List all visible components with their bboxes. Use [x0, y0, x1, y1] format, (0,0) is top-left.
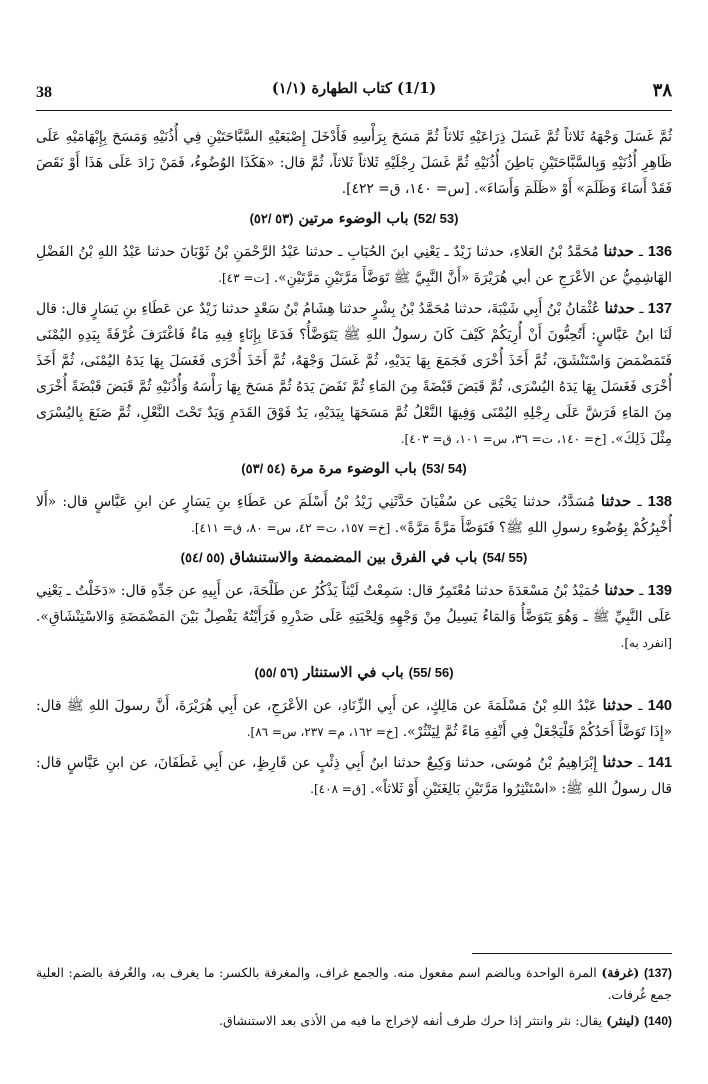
footnote-number: (140): [643, 1014, 672, 1028]
footnote-word: (غرفة): [601, 965, 640, 980]
chapter-heading: [36, 456, 672, 482]
hadith-text: عُثْمَانُ بْنُ أَبِي شَيْبَةَ، حدثنا مُحَمَّدُ بْنُ بِشْرٍ حدثنا هِشَامُ بْنُ سَعْدٍ حدثنا زَيْدٌ عن عَطَاءِ بنِ يَسَارٍ قال: قال لَنَا ابنُ عَبَّاسٍ: أَتُحِبُّونَ أَنْ أُرِيَكُمْ كَيْفَ كَانَ رسولُ اللهِ ﷺ يَتَوَضَّأُ؟ فَدَعَا بِإِنَاءٍ فِيهِ مَاءٌ فَاغْتَرَفَ غُرْفَةً بِيَدِهِ اليُمْنَى فَتَمَضْمَضَ وَاسْتَنْشَقَ، ثُمَّ أَخَذَ أُخْرَى فَجَمَعَ بِهَا يَدَيْهِ، ثُمَّ غَسَلَ وَجْهَهُ، ثُمَّ أَخَذَ أُخْرَى فَغَسَلَ بِهَا يَدَهُ اليُمْنَى، ثُمَّ أَخَذَ أُخْرَى فَغَسَلَ بِهَا يَدَهُ اليُسْرَى، ثُمَّ قَبَضَ قَبْضَةً مِنَ المَاءِ ثُمَّ نَفَضَ يَدَهُ ثُمَّ مَسَحَ بِهَا رَأْسَهُ وَأُذُنَيْهِ ثُمَّ قَبَضَ قَبْضَةً أُخْرَى مِنَ المَاءِ فَرَشَّ عَلَى رِجْلِهِ اليُمْنَى وَفِيهَا النَّعْلُ ثُمَّ مَسَحَهَا بِيَدَيْهِ، يَدٌ فَوْقَ القَدَمِ وَيَدٌ تَحْتَ النَّعْلِ، ثُمَّ صَنَعَ بِاليُسْرَى مِثْلَ ذَلِكَ».: [36, 301, 672, 447]
chapter-title: باب الوضوء مرتين: [298, 210, 409, 227]
hadith-number: 137: [647, 301, 672, 317]
hadith-reference: [خ= ١٥٧، ت= ٤٢، س= ٨٠، ق= ٤١١].: [191, 521, 391, 535]
hadith-lead: حدثنا: [602, 696, 633, 714]
chapter-title: باب في الفرق بين المضمضة والاستنشاق: [229, 549, 478, 566]
page-number-arabic: ٣٨: [652, 80, 672, 101]
chapter-heading: [36, 206, 672, 232]
hadith-reference: [ت= ٤٣].: [218, 271, 270, 285]
main-text: [36, 124, 672, 806]
hadith-paragraph: 137 ـ حدثنا عُثْمَانُ بْنُ أَبِي شَيْبَةَ، حدثنا مُحَمَّدُ بْنُ بِشْرٍ حدثنا هِشَامُ بْنُ سَعْدٍ حدثنا زَيْدٌ عن عَطَاءِ بنِ يَسَارٍ قال: قال لَنَا ابنُ عَبَّاسٍ: أَتُحِبُّونَ أَنْ أُرِيَكُمْ كَيْفَ كَانَ رسولُ اللهِ ﷺ يَتَوَضَّأُ؟ فَدَعَا بِإِنَاءٍ فِيهِ مَاءٌ فَاغْتَرَفَ غُرْفَةً بِيَدِهِ اليُمْنَى فَتَمَضْمَضَ وَاسْتَنْشَقَ، ثُمَّ أَخَذَ أُخْرَى فَجَمَعَ بِهَا يَدَيْهِ، ثُمَّ غَسَلَ وَجْهَهُ، ثُمَّ أَخَذَ أُخْرَى فَغَسَلَ بِهَا يَدَهُ اليُمْنَى، ثُمَّ أَخَذَ أُخْرَى فَغَسَلَ بِهَا يَدَهُ اليُسْرَى، ثُمَّ قَبَضَ قَبْضَةً مِنَ المَاءِ ثُمَّ نَفَضَ يَدَهُ ثُمَّ مَسَحَ بِهَا رَأْسَهُ وَأُذُنَيْهِ ثُمَّ قَبَضَ قَبْضَةً أُخْرَى مِنَ المَاءِ فَرَشَّ عَلَى رِجْلِهِ اليُمْنَى وَفِيهَا النَّعْلُ ثُمَّ مَسَحَهَا بِيَدَيْهِ، يَدٌ فَوْقَ القَدَمِ وَيَدٌ تَحْتَ النَّعْلِ، ثُمَّ صَنَعَ بِاليُسْرَى مِثْلَ ذَلِكَ». [خ= ١٤٠، ت= ٣٦، س= ١٠١، ق= ٤٠٣].: [36, 299, 672, 447]
hadith-paragraph: 138 ـ حدثنا مُسَدَّدٌ، حدثنا يَحْيَى عن سُفْيَانَ حَدَّثَنِي زَيْدُ بْنُ أَسْلَمَ عن عَطَاءِ بنِ يَسَارٍ عن ابنِ عَبَّاسٍ قال: «أَلا أُخْبِرُكُمْ بِوُضُوءِ رسولِ اللهِ ﷺ؟ فَتَوَضَّأَ مَرَّةً مَرَّةً». [خ= ١٥٧، ت= ٤٢، س= ٨٠، ق= ٤١١].: [36, 492, 672, 536]
hadith-reference: [ق= ٤٠٨].: [310, 782, 366, 796]
running-title: (1/1) كتاب الطهارة (١/١): [271, 80, 437, 97]
chapter-heading: [36, 660, 672, 686]
footnotes: [36, 962, 672, 1036]
hadith-text: عَبْدُ اللهِ بْنُ مَسْلَمَةَ عن مَالِكٍ، عن أَبِي الزِّنَادِ، عن الأعْرَجِ، عن أَبِي هُرَيْرَةَ، أَنَّ رسولَ اللهِ ﷺ قال: «إِذَا تَوَضَّأَ أَحَدُكُمْ فَلْيَجْعَلْ فِي أَنْفِهِ مَاءً ثُمَّ لِيَنْثُرْ».: [36, 698, 672, 740]
footnote-word: (لينثر): [606, 1013, 640, 1028]
hadith-reference: [خ= ١٤٠، ت= ٣٦، س= ١٠١، ق= ٤٠٣].: [400, 432, 607, 446]
hadith-text: إِبْرَاهِيمُ بْنُ مُوسَى، حدثنا وَكِيعٌ حدثنا ابنُ أَبِي ذِئْبٍ عن قَارِظٍ، عن أَبِي غَطَفَانَ، عن ابنِ عَبَّاسٍ قال: قال رسولُ اللهِ ﷺ: «اسْتَنْثِرُوا مَرَّتَيْنِ بَالِغَتَيْنِ أَوْ ثَلاثاً».: [36, 755, 672, 797]
chapter-number-arabic: (٥٤ /٥٣): [241, 461, 286, 476]
hadith-paragraph: 139 ـ حدثنا حُمَيْدُ بْنُ مَسْعَدَةَ حدثنا مُعْتَمِرٌ قال: سَمِعْتُ لَيْثاً يَذْكُرُ عن طَلْحَةَ، عن أَبِيهِ عن جَدِّهِ قال: «دَخَلْتُ ـ يَعْنِي عَلَى النَّبِيِّ ﷺ ـ وَهُوَ يَتَوَضَّأُ وَالمَاءُ يَسِيلُ مِنْ وَجْهِهِ وَلِحْيَتِهِ عَلَى صَدْرِهِ فَرَأَيْتُهُ يَفْصِلُ بَيْنَ المَضْمَضَةِ وَالاسْتِنْشَاقِ». [انفرد به].: [36, 581, 672, 650]
hadith-lead: حدثنا: [604, 581, 635, 599]
hadith-text: حُمَيْدُ بْنُ مَسْعَدَةَ حدثنا مُعْتَمِرٌ قال: سَمِعْتُ لَيْثاً يَذْكُرُ عن طَلْحَةَ، عن أَبِيهِ عن جَدِّهِ قال: «دَخَلْتُ ـ يَعْنِي عَلَى النَّبِيِّ ﷺ ـ وَهُوَ يَتَوَضَّأُ وَالمَاءُ يَسِيلُ مِنْ وَجْهِهِ وَلِحْيَتِهِ عَلَى صَدْرِهِ فَرَأَيْتُهُ يَفْصِلُ بَيْنَ المَضْمَضَةِ وَالاسْتِنْشَاقِ».: [36, 583, 672, 625]
chapter-number-latin: (54 /53): [421, 461, 467, 476]
footnote-divider: [472, 953, 672, 954]
chapter-title: باب في الاستنثار: [303, 664, 404, 681]
hadith-reference: [انفرد به].: [620, 636, 672, 650]
hadith-lead: حدثنا: [603, 242, 634, 260]
footnote: [36, 1010, 672, 1032]
footnote-number: (137): [643, 966, 672, 980]
hadith-number: 139: [647, 583, 672, 599]
page-header: [36, 78, 672, 111]
chapter-number-latin: (53 /52): [413, 211, 459, 226]
hadith-number: 138: [647, 494, 672, 510]
footnote-text: يقال: نثر وانتثر إذا حرك طرف أنفه لإخراج ما فيه من الأذى بعد الاستنشاق.: [219, 1013, 603, 1028]
chapter-number-arabic: (٥٥ /٥٤): [180, 550, 225, 565]
chapter-number-latin: (55 /54): [482, 550, 528, 565]
hadith-paragraph: 136 ـ حدثنا مُحَمَّدُ بْنُ العَلاءِ، حدثنا زَيْدٌ ـ يَعْنِي ابنَ الحُبَابِ ـ حدثنا عَبْدُ الرَّحْمَنِ بْنُ ثَوْبَانَ حدثنا عَبْدُ اللهِ بْنُ الفَضْلِ الهَاشِمِيُّ عن الأعْرَجِ عن أبي هُرَيْرَةَ «أَنَّ النَّبِيَّ ﷺ تَوَضَّأَ مَرَّتَيْنِ مَرَّتَيْنِ». [ت= ٤٣].: [36, 242, 673, 286]
intro-paragraph: ثُمَّ غَسَلَ وَجْهَهُ ثَلاثاً ثُمَّ غَسَلَ ذِرَاعَيْهِ ثَلاثاً ثُمَّ مَسَحَ بِرَأْسِهِ فَأَدْخَلَ إِصْبَعَيْهِ السَّبَّاحَتَيْنِ فِي أُذُنَيْهِ وَمَسَحَ بِإِبْهَامَيْهِ عَلَى ظَاهِرِ أُذُنَيْهِ وَبِالسَّبَّاحَتَيْنِ بَاطِنَ أُذُنَيْهِ ثُمَّ غَسَلَ رِجْلَيْهِ ثَلاثاً ثَلاثاً، ثُمَّ قال: «هَكَذَا الوُضُوءُ، فَمَنْ زَادَ عَلَى هَذَا أَوْ نَقَصَ فَقَدْ أَسَاءَ وَظَلَمَ» أَوْ «ظَلَمَ وَأَسَاءَ». [س= ١٤٠، ق= ٤٢٢].: [36, 129, 672, 197]
hadith-number: 136: [647, 244, 673, 260]
footnote: [36, 962, 672, 1006]
footnote-text: المرة الواحدة وبالضم اسم مفعول منه. والجمع غراف، والمغرفة بالكسر: ما يغرف به، والغُرفة بالضم: العلية جمع غُرفات.: [36, 965, 672, 1002]
hadith-paragraph: 140 ـ حدثنا عَبْدُ اللهِ بْنُ مَسْلَمَةَ عن مَالِكٍ، عن أَبِي الزِّنَادِ، عن الأعْرَجِ، عن أَبِي هُرَيْرَةَ، أَنَّ رسولَ اللهِ ﷺ قال: «إِذَا تَوَضَّأَ أَحَدُكُمْ فَلْيَجْعَلْ فِي أَنْفِهِ مَاءً ثُمَّ لِيَنْثُرْ». [خ= ١٦٢، م= ٢٣٧، س= ٨٦].: [36, 696, 672, 740]
hadith-text: مُسَدَّدٌ، حدثنا يَحْيَى عن سُفْيَانَ حَدَّثَنِي زَيْدُ بْنُ أَسْلَمَ عن عَطَاءِ بنِ يَسَارٍ عن ابنِ عَبَّاسٍ قال: «أَلا أُخْبِرُكُمْ بِوُضُوءِ رسولِ اللهِ ﷺ؟ فَتَوَضَّأَ مَرَّةً مَرَّةً».: [36, 494, 672, 536]
hadith-number: 141: [647, 755, 673, 771]
chapter-number-arabic: (٥٦ /٥٥): [254, 665, 299, 680]
chapter-heading: [36, 545, 672, 571]
hadith-text: مُحَمَّدُ بْنُ العَلاءِ، حدثنا زَيْدٌ ـ يَعْنِي ابنَ الحُبَابِ ـ حدثنا عَبْدُ الرَّحْمَنِ بْنُ ثَوْبَانَ حدثنا عَبْدُ اللهِ بْنُ الفَضْلِ الهَاشِمِيُّ عن الأعْرَجِ عن أبي هُرَيْرَةَ «أَنَّ النَّبِيَّ ﷺ تَوَضَّأَ مَرَّتَيْنِ مَرَّتَيْنِ».: [36, 244, 672, 286]
chapter-title: باب الوضوء مرة مرة: [290, 460, 417, 477]
hadith-number: 140: [647, 698, 672, 714]
hadith-paragraph: 141 ـ حدثنا إِبْرَاهِيمُ بْنُ مُوسَى، حدثنا وَكِيعٌ حدثنا ابنُ أَبِي ذِئْبٍ عن قَارِظٍ، عن أَبِي غَطَفَانَ، عن ابنِ عَبَّاسٍ قال: قال رسولُ اللهِ ﷺ: «اسْتَنْثِرُوا مَرَّتَيْنِ بَالِغَتَيْنِ أَوْ ثَلاثاً». [ق= ٤٠٨].: [36, 753, 673, 797]
chapter-number-latin: (56 /55): [408, 665, 454, 680]
hadith-lead: حدثنا: [600, 492, 632, 510]
chapter-number-arabic: (٥٣ /٥٢): [249, 211, 294, 226]
hadith-lead: حدثنا: [604, 299, 635, 317]
page-number-latin: 38: [36, 84, 52, 101]
hadith-reference: [خ= ١٦٢، م= ٢٣٧، س= ٨٦].: [246, 725, 399, 739]
hadith-lead: حدثنا: [602, 753, 633, 771]
